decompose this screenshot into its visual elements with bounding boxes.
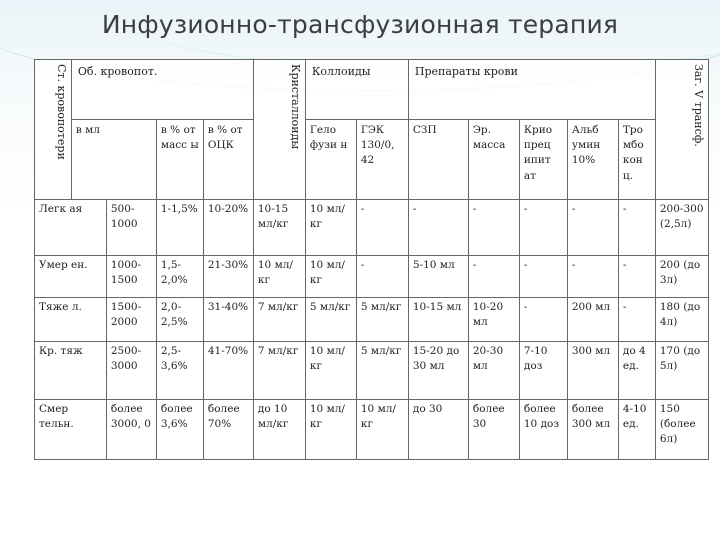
cell-ffp: 15-20 до 30 мл bbox=[408, 342, 468, 400]
subheader-pct-bcv: в % от ОЦК bbox=[203, 120, 253, 200]
cell-ffp: 10-15 мл bbox=[408, 298, 468, 342]
cell-hes: - bbox=[356, 200, 408, 256]
cell-ml: 1500-2000 bbox=[106, 298, 156, 342]
cell-total: 200-300 (2,5л) bbox=[655, 200, 708, 256]
cell-total: 200 (до 3л) bbox=[655, 256, 708, 298]
table-row bbox=[35, 256, 709, 298]
cell-pct-mass: 1-1,5% bbox=[156, 200, 203, 256]
cell-total: 170 (до 5л) bbox=[655, 342, 708, 400]
subheader-row bbox=[35, 120, 709, 200]
cell-crystalloids: 10 мл/кг bbox=[253, 256, 305, 298]
cell-total: 150 (более 6л) bbox=[655, 400, 708, 460]
therapy-table bbox=[34, 59, 709, 460]
cell-stage: Умер ен. bbox=[35, 256, 107, 298]
header-blood-products: Препараты крови bbox=[408, 60, 655, 120]
cell-gelofusin: 5 мл/кг bbox=[305, 298, 356, 342]
subheader-gelofusin: Гело фузи н bbox=[305, 120, 356, 200]
cell-ml: 1000-1500 bbox=[106, 256, 156, 298]
subheader-rbc: Эр. масса bbox=[468, 120, 519, 200]
subheader-ml: в мл bbox=[71, 120, 156, 200]
cell-ml: 500-1000 bbox=[106, 200, 156, 256]
cell-cryo: - bbox=[519, 256, 567, 298]
cell-stage: Тяже л. bbox=[35, 298, 107, 342]
cell-hes: 5 мл/кг bbox=[356, 298, 408, 342]
cell-gelofusin: 10 мл/кг bbox=[305, 256, 356, 298]
cell-ffp: - bbox=[408, 200, 468, 256]
cell-pct-bcv: 31-40% bbox=[203, 298, 253, 342]
cell-cryo: - bbox=[519, 200, 567, 256]
cell-pct-bcv: более 70% bbox=[203, 400, 253, 460]
table-row bbox=[35, 200, 709, 256]
cell-ffp: до 30 bbox=[408, 400, 468, 460]
subheader-platelets: Тро мбо кон ц. bbox=[618, 120, 655, 200]
cell-pct-mass: более 3,6% bbox=[156, 400, 203, 460]
cell-stage: Смер тельн. bbox=[35, 400, 107, 460]
cell-pct-mass: 2,5-3,6% bbox=[156, 342, 203, 400]
cell-platelets: - bbox=[618, 200, 655, 256]
subheader-ffp: СЗП bbox=[408, 120, 468, 200]
cell-platelets: - bbox=[618, 298, 655, 342]
cell-albumin: 200 мл bbox=[567, 298, 618, 342]
cell-gelofusin: 10 мл/кг bbox=[305, 200, 356, 256]
cell-albumin: 300 мл bbox=[567, 342, 618, 400]
cell-cryo: более 10 доз bbox=[519, 400, 567, 460]
table-row bbox=[35, 298, 709, 342]
subheader-cryo: Крио прец ипит ат bbox=[519, 120, 567, 200]
cell-ml: 2500-3000 bbox=[106, 342, 156, 400]
header-blood-loss: Об. кровопот. bbox=[71, 60, 253, 120]
cell-ml: более 3000, 0 bbox=[106, 400, 156, 460]
page-title: Инфузионно-трансфузионная терапия bbox=[101, 10, 619, 39]
cell-pct-bcv: 21-30% bbox=[203, 256, 253, 298]
cell-rbc: - bbox=[468, 256, 519, 298]
cell-platelets: - bbox=[618, 256, 655, 298]
cell-cryo: 7-10 доз bbox=[519, 342, 567, 400]
subheader-albumin: Альб умин 10% bbox=[567, 120, 618, 200]
cell-crystalloids: 7 мл/кг bbox=[253, 342, 305, 400]
subheader-hes: ГЭК 130/0, 42 bbox=[356, 120, 408, 200]
cell-albumin: более 300 мл bbox=[567, 400, 618, 460]
cell-crystalloids: до 10 мл/кг bbox=[253, 400, 305, 460]
header-row bbox=[35, 60, 709, 120]
cell-stage: Легк ая bbox=[35, 200, 107, 256]
cell-platelets: 4-10 ед. bbox=[618, 400, 655, 460]
header-crystalloids: Кристаллоиды bbox=[253, 60, 305, 200]
header-stage: Ст. кровопотери bbox=[35, 60, 72, 200]
cell-albumin: - bbox=[567, 200, 618, 256]
cell-cryo: - bbox=[519, 298, 567, 342]
cell-rbc: 10-20 мл bbox=[468, 298, 519, 342]
cell-hes: 5 мл/кг bbox=[356, 342, 408, 400]
table-row bbox=[35, 342, 709, 400]
cell-rbc: 20-30 мл bbox=[468, 342, 519, 400]
subheader-pct-mass: в % от масс ы bbox=[156, 120, 203, 200]
cell-gelofusin: 10 мл/кг bbox=[305, 342, 356, 400]
cell-stage: Кр. тяж bbox=[35, 342, 107, 400]
cell-crystalloids: 7 мл/кг bbox=[253, 298, 305, 342]
header-total-volume: Заг. V трансф. bbox=[655, 60, 708, 200]
cell-rbc: более 30 bbox=[468, 400, 519, 460]
cell-pct-mass: 2,0-2,5% bbox=[156, 298, 203, 342]
cell-platelets: до 4 ед. bbox=[618, 342, 655, 400]
cell-albumin: - bbox=[567, 256, 618, 298]
cell-crystalloids: 10-15 мл/кг bbox=[253, 200, 305, 256]
cell-total: 180 (до 4л) bbox=[655, 298, 708, 342]
cell-pct-mass: 1,5-2,0% bbox=[156, 256, 203, 298]
cell-pct-bcv: 41-70% bbox=[203, 342, 253, 400]
table-row bbox=[35, 400, 709, 460]
cell-rbc: - bbox=[468, 200, 519, 256]
cell-hes: 10 мл/кг bbox=[356, 400, 408, 460]
cell-hes: - bbox=[356, 256, 408, 298]
cell-pct-bcv: 10-20% bbox=[203, 200, 253, 256]
cell-gelofusin: 10 мл/кг bbox=[305, 400, 356, 460]
header-colloids: Коллоиды bbox=[305, 60, 408, 120]
cell-ffp: 5-10 мл bbox=[408, 256, 468, 298]
